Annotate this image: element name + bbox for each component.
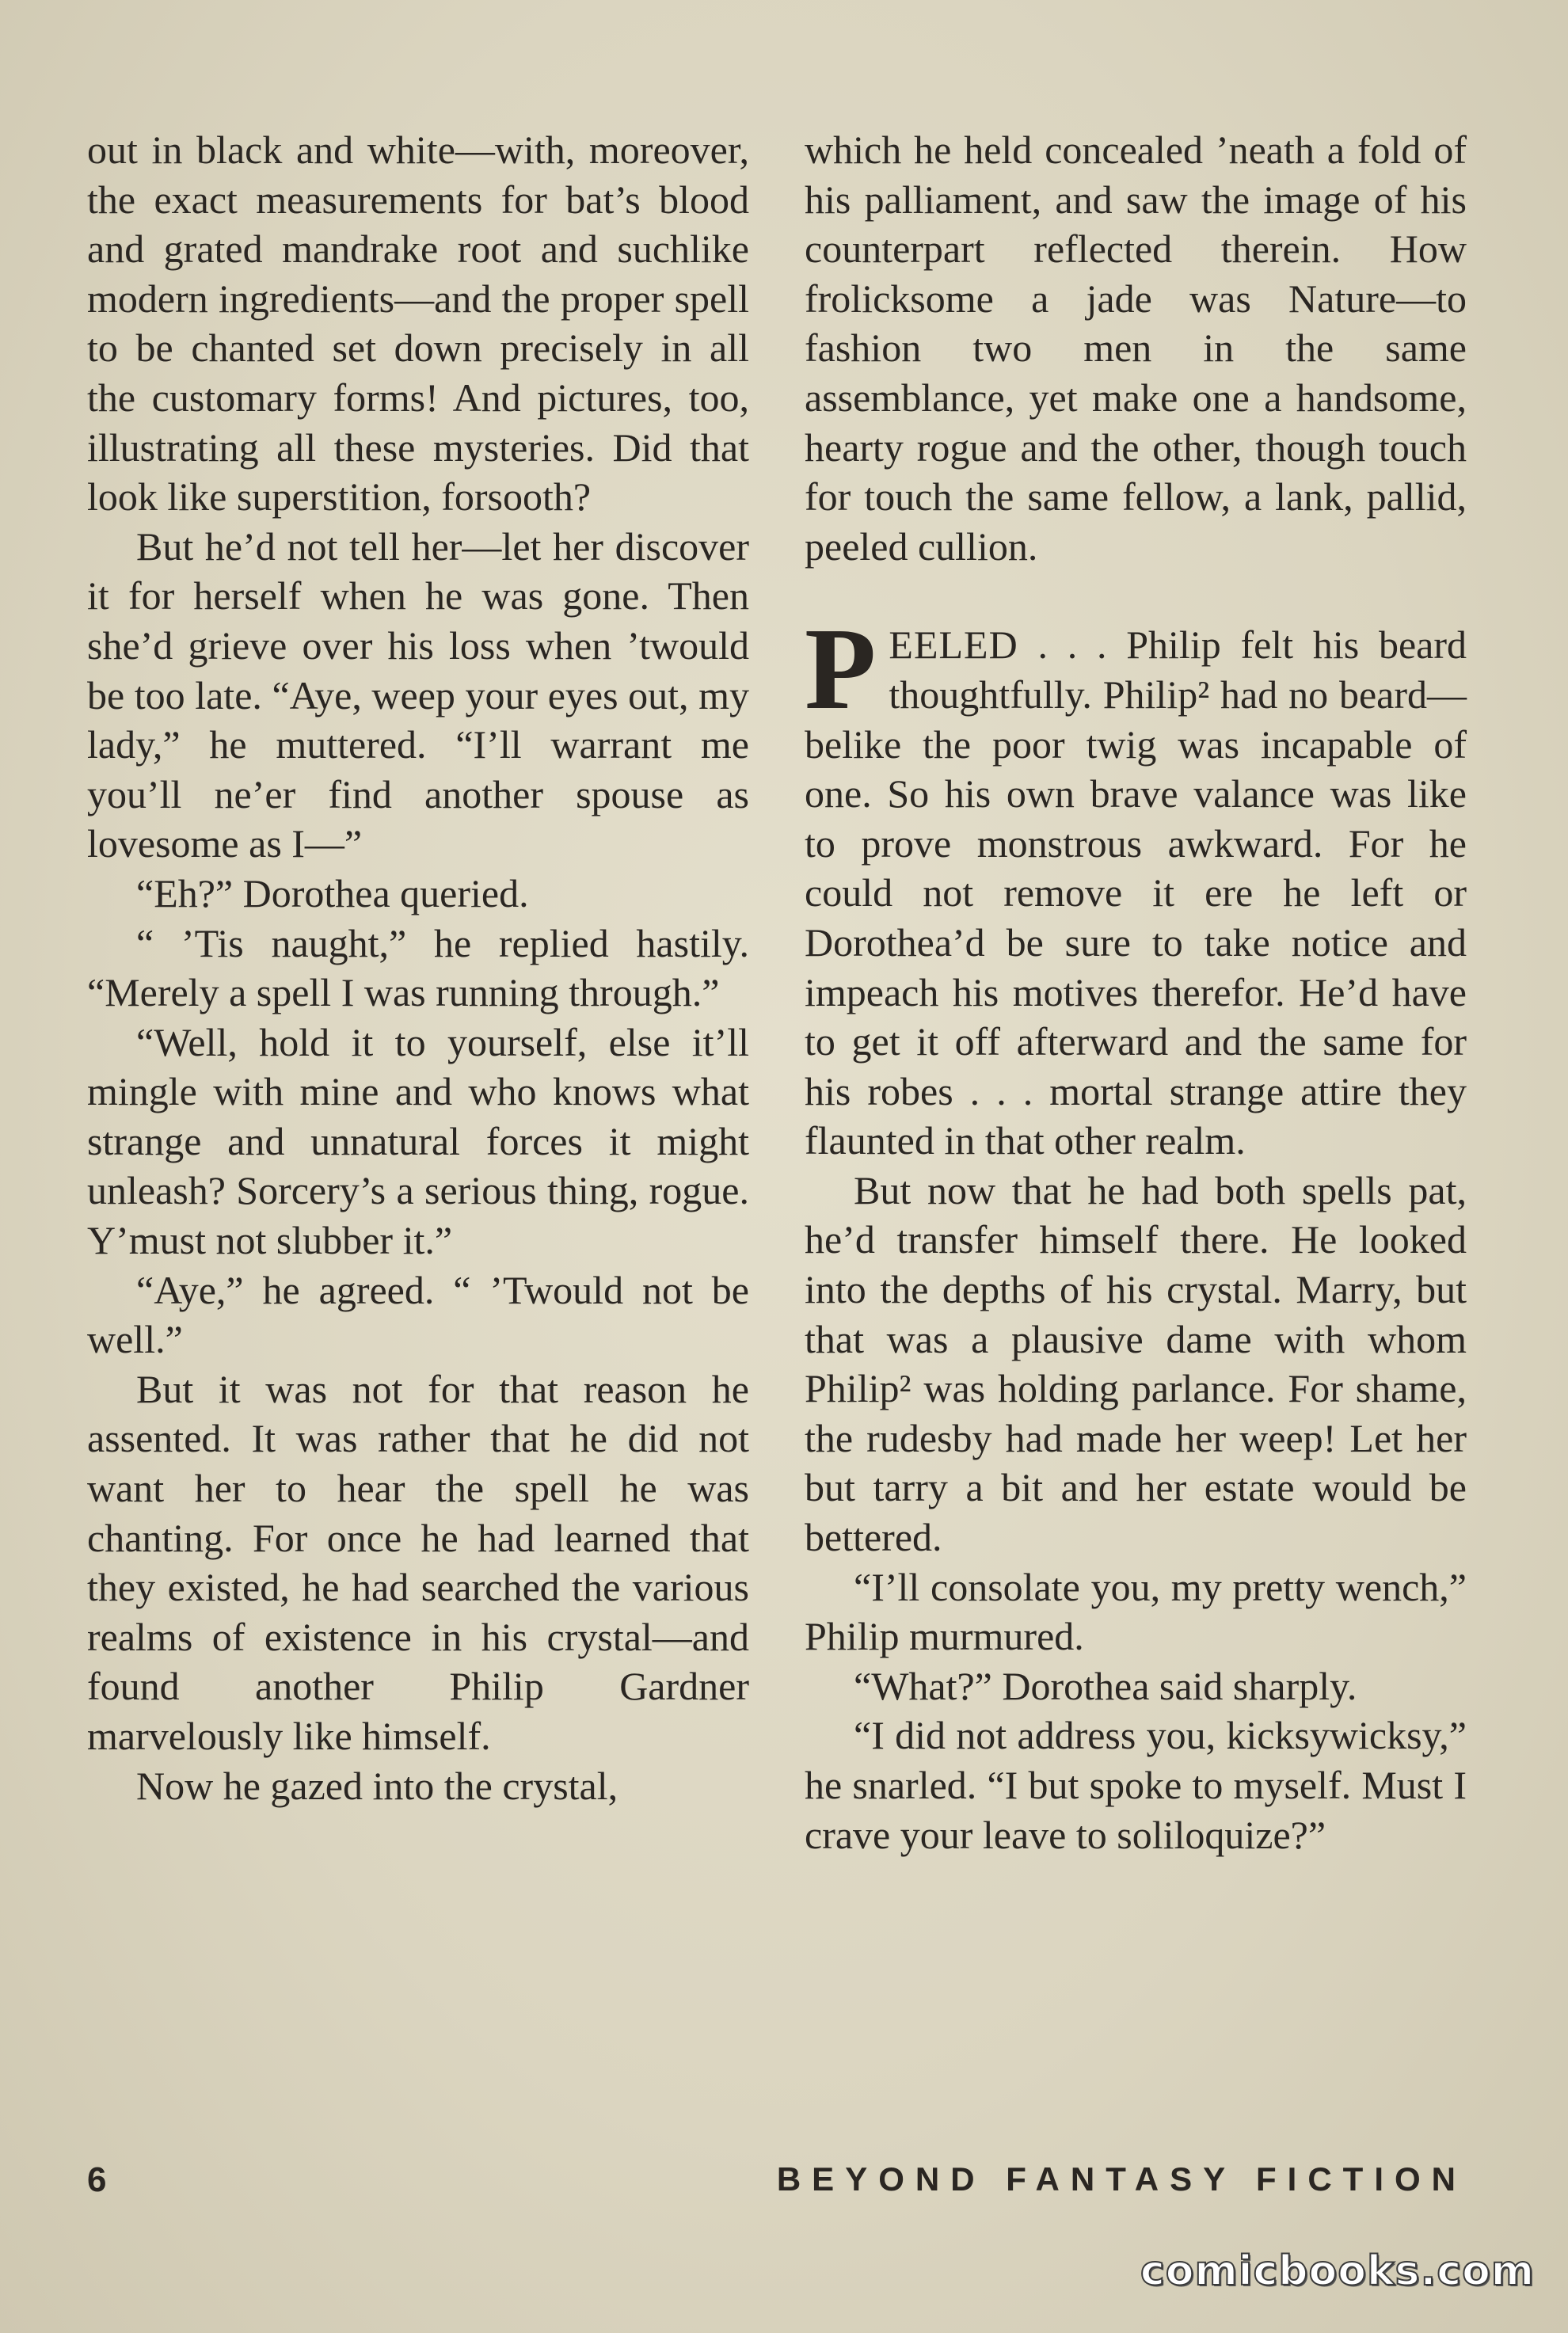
dropcap-paragraph: [805, 604, 1467, 1166]
paragraph: “I did not address you, kicksywicksy,” he snarled. “I but spoke to myself. Must I crave your leave to soliloquize?”: [805, 1713, 1467, 1857]
running-footer-title: BEYOND FANTASY FICTION: [776, 2160, 1467, 2198]
paragraph: But it was not for that reason he assented. It was rather that he did not want her to hear the spell he was chanting. For once he had learned that they existed, he had searched the various realms of existence in his crystal—and found another Philip Gardner marvelously like himself.: [87, 1366, 749, 1758]
paragraph: which he held concealed ’neath a fold of his palliament, and saw the image of his counterpart reflected therein. How frolicksome a jade was Nature—to fashion two men in the same assemblance, yet make one a handsome, hearty rogue and the other, though touch for touch the same fellow, a lank, pallid, peeled cullion.: [805, 127, 1467, 569]
paragraph: But now that he had both spells pat, he’d transfer himself there. He looked into the depths of his crystal. Marry, but that was a plausive dame with whom Philip² was holding parlance. For shame, the rudesby had made her weep! Let her but tarry a bit and her estate would be bettered.: [805, 1167, 1467, 1560]
paragraph: “What?” Dorothea said sharply.: [854, 1663, 1357, 1708]
paragraph: “Well, hold it to yourself, else it’ll mingle with mine and who knows what strange and unnatural forces it might unleash? Sorcery’s a serious thing, rogue. Y’must not slubber it.”: [87, 1019, 749, 1263]
paragraph: “I’ll consolate you, my pretty wench,” Philip murmured.: [805, 1564, 1467, 1659]
dropcap-paragraph-text: . . . Philip felt his beard thoughtfully. Philip² had no beard—belike the poor twig was incapable of one. So his own brave valance was like to prove monstrous awkward. For he could not remove it ere he left or Dorothea’d be sure to take notice and impeach his motives therefor. He’d have to get it off afterward and the same for his robes . . . mortal strange attire they flaunted in that other realm.: [805, 622, 1467, 1163]
drop-cap-letter: P: [805, 604, 877, 735]
watermark-logo: comicbooks.com: [1140, 2247, 1535, 2295]
section-break: [805, 571, 1467, 620]
paragraph: Now he gazed into the crystal,: [136, 1763, 618, 1808]
dropcap-lead-word: EELED: [889, 622, 1018, 668]
paragraph: out in black and white—with, moreover, the exact measurements for bat’s blood and grated mandrake root and suchlike modern ingredients—and the proper spell to be chanted set down precisely in all the customary forms! And pictures, too, illustrating all these mysteries. Did that look like superstition, forsooth?: [87, 127, 749, 520]
paragraph: “Eh?” Dorothea queried.: [136, 870, 529, 915]
paragraph: “Aye,” he agreed. “ ’Twould not be well.”: [87, 1267, 749, 1362]
right-text-column: [805, 125, 1467, 1859]
paragraph: “ ’Tis naught,” he replied hastily. “Merely a spell I was running through.”: [87, 920, 749, 1015]
page-number: 6: [87, 2160, 108, 2199]
paragraph: But he’d not tell her—let her discover it for herself when he was gone. Then she’d grieve over his loss when ’twould be too late. “Aye, weep your eyes out, my lady,” he muttered. “I’ll warrant me you’ll ne’er find another spouse as lovesome as I—”: [87, 523, 749, 866]
left-text-column: [87, 125, 749, 1810]
